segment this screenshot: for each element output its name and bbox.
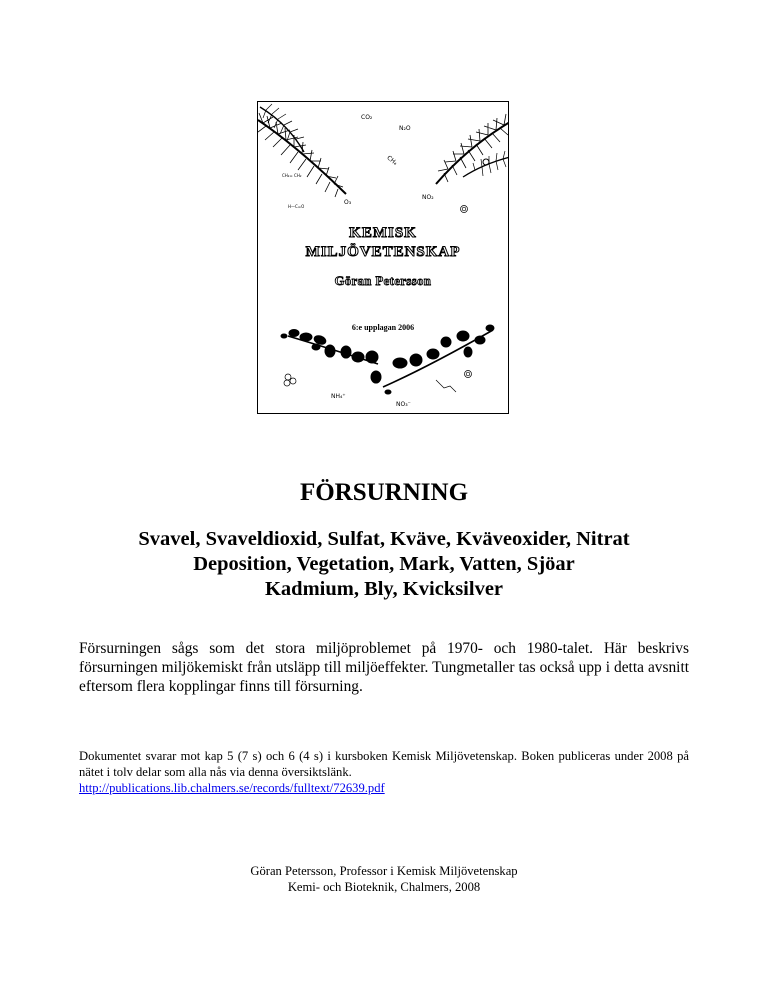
intro-paragraph: Försurningen sågs som det stora miljöproblemet på 1970- och 1980-talet. Här beskrivs försurningen miljökemiskt från utsläpp till miljöeffekter. Tungmetaller tas också upp i detta avsnitt eftersom flera kopplingar finns till försurning.: [79, 640, 689, 695]
co2-label: CO₂: [361, 114, 373, 121]
subtitle-line-3: Kadmium, Bly, Kvicksilver: [264, 578, 504, 600]
no3-label: NO₃⁻: [396, 401, 411, 408]
page-title: FÖRSURNING: [299, 479, 469, 506]
ch4-label: CH₄: [385, 154, 399, 167]
cover-title-line2: MILJÖVETENSKAP: [305, 244, 461, 260]
subtitle: [0, 527, 768, 602]
leaf-branch-left: [281, 330, 381, 384]
note-text: Dokumentet svarar mot kap 5 (7 s) och 6 (4 s) i kursboken Kemisk Miljövetenskap. Boken publiceras under 2008 på nätet i tolv delar som alla nås via denna översiktslänk.: [79, 749, 689, 779]
n2o-label: N₂O: [399, 125, 411, 132]
note-paragraph: [79, 748, 689, 796]
nh4-label: NH₄⁺: [331, 393, 346, 400]
spruce-branch-top-left: [258, 104, 346, 197]
o3-label: O₃: [344, 199, 352, 206]
subtitle-line-2: Deposition, Vegetation, Mark, Vatten, Sjöar: [193, 553, 575, 575]
cover-edition: 6:e upplagan 2006: [351, 323, 415, 332]
book-cover-image: [257, 101, 509, 414]
no2-label: NO₂: [422, 194, 434, 201]
leaf-branch-right: [383, 325, 494, 394]
cover-author: Göran Petersson: [334, 274, 432, 288]
footer-institution-line: Kemi- och Bioteknik, Chalmers, 2008: [287, 880, 481, 894]
formaldehyde-label: H—C=O: [288, 204, 305, 209]
ethene-label: CH₂= CH₂: [282, 173, 302, 178]
footer-author-line: Göran Petersson, Professor i Kemisk Miljövetenskap: [250, 864, 518, 878]
footer: [0, 863, 768, 895]
spruce-branch-top-right: [436, 114, 509, 184]
overview-link[interactable]: http://publications.lib.chalmers.se/records/fulltext/72639.pdf: [79, 781, 385, 795]
cover-title: [258, 224, 508, 262]
subtitle-line-1: Svavel, Svaveldioxid, Sulfat, Kväve, Kväveoxider, Nitrat: [138, 528, 630, 550]
cover-title-line1: KEMISK: [349, 225, 417, 241]
